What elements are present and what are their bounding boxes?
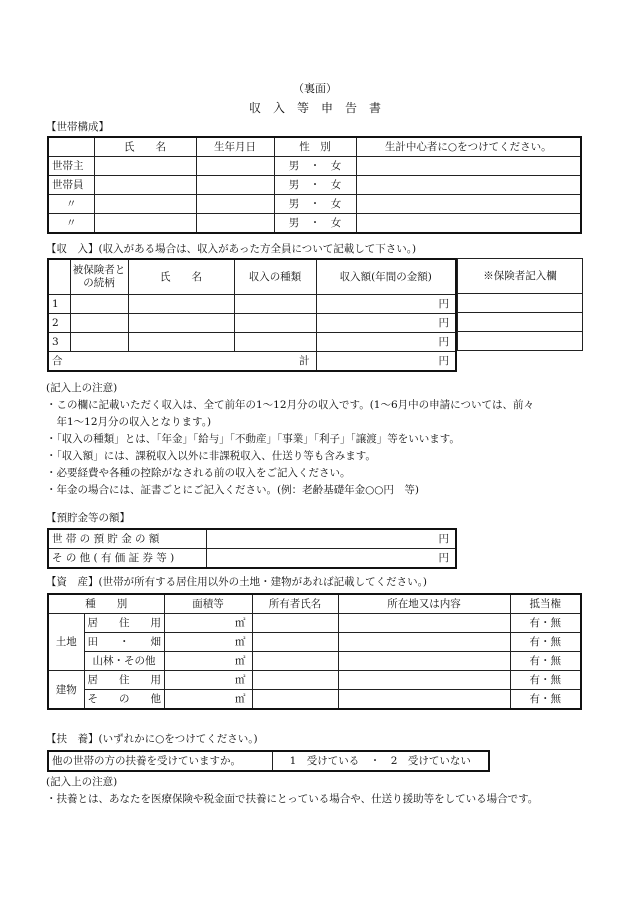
household-head-mark[interactable] [356, 176, 581, 195]
savings-section-title: 【預貯金等の額】 [46, 512, 130, 524]
household-header-name: 氏 名 [94, 137, 196, 157]
income-name-field[interactable] [128, 314, 234, 333]
household-role: 〃 [48, 195, 94, 214]
assets-area-field[interactable]: ㎡ [164, 690, 252, 710]
assets-header-type: 種 別 [48, 594, 164, 614]
household-birth-field[interactable] [196, 195, 274, 214]
support-table [47, 750, 490, 772]
notes-item: 年1～12月分の収入となります。) [46, 416, 212, 428]
page-title: 収 入 等 申 告 書 [248, 101, 381, 115]
household-role: 世帯主 [48, 157, 94, 176]
assets-building-label: 建物 [48, 671, 84, 710]
assets-location-field[interactable] [338, 652, 510, 671]
savings-amount-field[interactable]: 円 [206, 529, 456, 549]
insurer-cell[interactable] [458, 332, 583, 351]
household-birth-field[interactable] [196, 176, 274, 195]
household-head-mark[interactable] [356, 195, 581, 214]
income-total-right: 計 [299, 355, 310, 367]
assets-area-field[interactable]: ㎡ [164, 633, 252, 652]
household-name-field[interactable] [94, 214, 196, 234]
assets-location-field[interactable] [338, 671, 510, 690]
household-header-blank [48, 137, 94, 157]
household-header-birth: 生年月日 [196, 137, 274, 157]
household-header-row [48, 137, 581, 157]
assets-mortgage-choice[interactable]: 有・無 [510, 652, 581, 671]
income-relation-field[interactable] [70, 314, 128, 333]
assets-location-field[interactable] [338, 633, 510, 652]
income-header-name: 氏 名 [128, 259, 234, 295]
assets-header-row [48, 594, 581, 614]
assets-mortgage-choice[interactable]: 有・無 [510, 614, 581, 633]
assets-table [47, 593, 582, 710]
savings-label: 世 帯 の 預 貯 金 の 額 [48, 529, 206, 549]
income-table [47, 258, 457, 372]
household-table [47, 136, 582, 234]
household-section-title: 【世帯構成】 [46, 121, 109, 133]
insurer-header: ※保険者記入欄 [458, 259, 583, 294]
assets-type: そ の 他 [84, 690, 164, 710]
assets-type: 田 ・ 畑 [84, 633, 164, 652]
household-role: 世帯員 [48, 176, 94, 195]
notes-block [46, 380, 606, 499]
savings-amount-field[interactable]: 円 [206, 549, 456, 569]
assets-owner-field[interactable] [252, 671, 338, 690]
assets-row [48, 671, 581, 690]
income-header-amount: 収入額(年間の金額) [316, 259, 456, 295]
savings-row [48, 529, 456, 549]
assets-header-area: 面積等 [164, 594, 252, 614]
income-total-amount[interactable]: 円 [316, 352, 456, 372]
assets-header-location: 所在地又は内容 [338, 594, 510, 614]
support-row [48, 751, 489, 771]
support-section-title: 【扶 養】(いずれかに○をつけてください。) [46, 733, 258, 745]
household-row [48, 195, 581, 214]
income-row-number: 3 [48, 333, 70, 352]
household-header-sex: 性 別 [274, 137, 356, 157]
assets-area-field[interactable]: ㎡ [164, 614, 252, 633]
income-section-title: 【収 入】(収入がある場合は、収入があった方全員について記載して下さい。) [46, 243, 417, 255]
assets-header-mortgage: 抵当権 [510, 594, 581, 614]
insurer-table [457, 258, 583, 351]
income-type-field[interactable] [234, 333, 316, 352]
assets-owner-field[interactable] [252, 690, 338, 710]
support-options[interactable]: 1 受けている ・ 2 受けていない [272, 751, 489, 771]
assets-mortgage-choice[interactable]: 有・無 [510, 690, 581, 710]
assets-location-field[interactable] [338, 690, 510, 710]
income-type-field[interactable] [234, 295, 316, 314]
notes2-item: ・扶養とは、あなたを医療保険や税金面で扶養にとっている場合や、仕送り援助等をしている場合です。 [46, 793, 539, 805]
income-header-type: 収入の種類 [234, 259, 316, 295]
income-relation-field[interactable] [70, 295, 128, 314]
household-row [48, 176, 581, 195]
assets-header-owner: 所有者氏名 [252, 594, 338, 614]
income-row [48, 295, 456, 314]
income-row-number: 2 [48, 314, 70, 333]
insurer-cell[interactable] [458, 294, 583, 313]
support-question: 他の世帯の方の扶養を受けていますか。 [48, 751, 272, 771]
household-head-mark[interactable] [356, 214, 581, 234]
assets-area-field[interactable]: ㎡ [164, 652, 252, 671]
household-sex-choice[interactable]: 男 ・ 女 [274, 157, 356, 176]
income-amount-field[interactable]: 円 [316, 333, 456, 352]
notes-item: ・この欄に記載いただく収入は、全て前年の1～12月分の収入です。(1～6月中の申請については、前々 [46, 399, 534, 411]
notes-heading: (記入上の注意) [46, 382, 118, 394]
household-name-field[interactable] [94, 195, 196, 214]
household-sex-choice[interactable]: 男 ・ 女 [274, 195, 356, 214]
income-name-field[interactable] [128, 333, 234, 352]
assets-owner-field[interactable] [252, 614, 338, 633]
notes-item: ・「収入額」には、課税収入以外に非課税収入、仕送り等も含みます。 [46, 450, 376, 462]
assets-mortgage-choice[interactable]: 有・無 [510, 671, 581, 690]
household-name-field[interactable] [94, 176, 196, 195]
income-total-left: 合 [52, 355, 63, 367]
assets-row [48, 614, 581, 633]
household-sex-choice[interactable]: 男 ・ 女 [274, 176, 356, 195]
notes-item: ・必要経費や各種の控除がなされる前の収入をご記入ください。 [46, 467, 351, 479]
household-row [48, 157, 581, 176]
income-row [48, 314, 456, 333]
assets-land-label: 土地 [48, 614, 84, 671]
assets-type: 山林・その他 [84, 652, 164, 671]
household-sex-choice[interactable]: 男 ・ 女 [274, 214, 356, 234]
household-head-mark[interactable] [356, 157, 581, 176]
savings-row [48, 549, 456, 569]
page-side-label: （裏面） [293, 82, 337, 95]
income-total-row [48, 352, 456, 372]
assets-location-field[interactable] [338, 614, 510, 633]
income-relation-field[interactable] [70, 333, 128, 352]
income-header-row [48, 259, 456, 295]
household-name-field[interactable] [94, 157, 196, 176]
notes-item: ・「収入の種類」とは、「年金」「給与」「不動産」「事業」「利子」「譲渡」等をいいます。 [46, 433, 460, 445]
savings-label: そ の 他 ( 有 価 証 券 等 ) [48, 549, 206, 569]
assets-type: 居 住 用 [84, 614, 164, 633]
assets-section-title: 【資 産】(世帯が所有する居住用以外の土地・建物があれば記載してください。) [46, 576, 427, 588]
assets-owner-field[interactable] [252, 633, 338, 652]
income-name-field[interactable] [128, 295, 234, 314]
assets-area-field[interactable]: ㎡ [164, 671, 252, 690]
household-birth-field[interactable] [196, 214, 274, 234]
income-row [48, 333, 456, 352]
savings-table [47, 528, 457, 569]
income-header-blank [48, 259, 70, 295]
notes2-heading: (記入上の注意) [46, 776, 118, 788]
income-amount-field[interactable]: 円 [316, 295, 456, 314]
income-amount-field[interactable]: 円 [316, 314, 456, 333]
assets-row [48, 652, 581, 671]
income-row-number: 1 [48, 295, 70, 314]
household-row [48, 214, 581, 234]
assets-row [48, 633, 581, 652]
assets-row [48, 690, 581, 710]
assets-type: 居 住 用 [84, 671, 164, 690]
household-role: 〃 [48, 214, 94, 234]
notes-item: ・年金の場合には、証書ごとにご記入ください。(例：老齢基礎年金○○円 等) [46, 484, 420, 496]
insurer-cell[interactable] [458, 313, 583, 332]
income-total-label [48, 352, 316, 372]
assets-owner-field[interactable] [252, 652, 338, 671]
income-header-relation: 被保険者との続柄 [70, 259, 128, 295]
notes2-block [46, 774, 616, 808]
household-header-head: 生計中心者に○をつけてください。 [356, 137, 581, 157]
income-type-field[interactable] [234, 314, 316, 333]
assets-mortgage-choice[interactable]: 有・無 [510, 633, 581, 652]
household-birth-field[interactable] [196, 157, 274, 176]
